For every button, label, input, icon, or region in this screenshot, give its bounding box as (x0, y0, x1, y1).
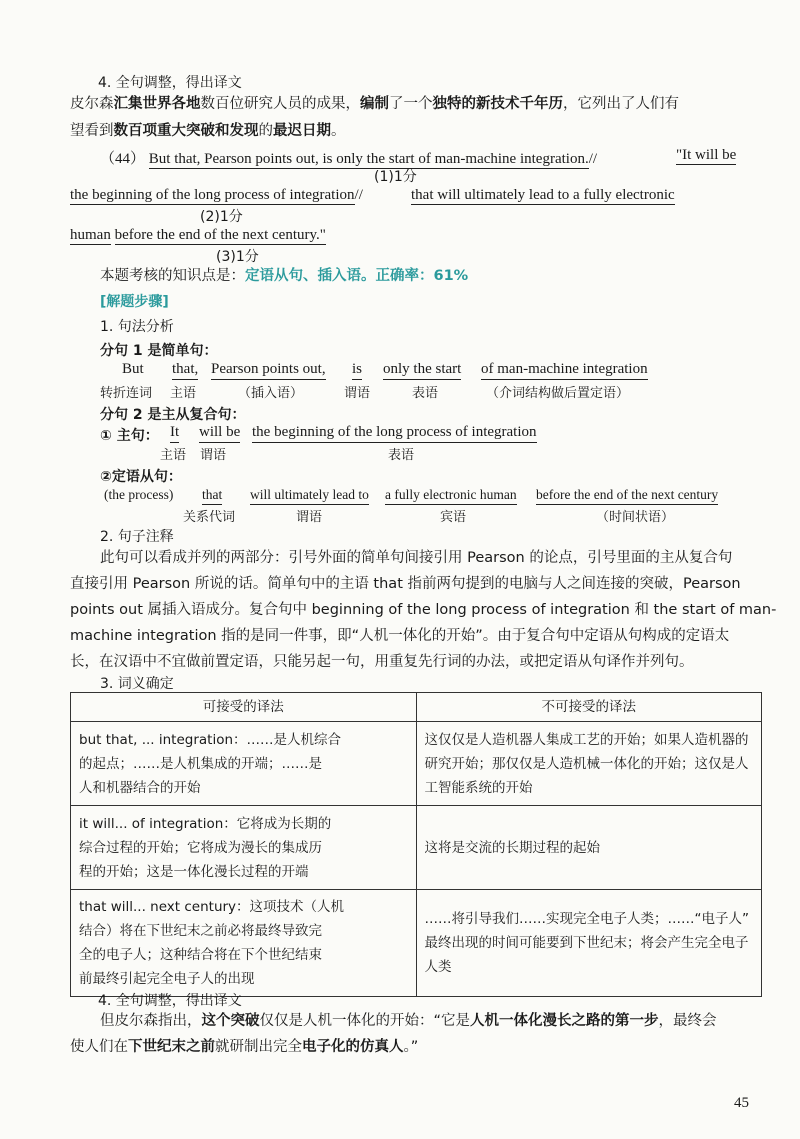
c1-label-prep: （介词结构做后置定语） (486, 386, 630, 401)
final-step4-heading: 4. 全句调整，得出译文 (98, 993, 242, 1009)
note-line-1: 此句可以看成并列的两部分：引号外面的简单句间接引用 Pearson 的论点，引号里面的主从复合句 (100, 550, 733, 566)
col-header-unacceptable: 不可接受的译法 (416, 693, 762, 722)
step4-heading: 4. 全句调整，得出译文 (98, 75, 242, 91)
main-clause-title: ① 主句： (100, 428, 159, 444)
knowledge-points: 本题考核的知识点是：定语从句、插入语。正确率：61% (100, 268, 469, 284)
attr-label-obj: 宾语 (440, 510, 467, 525)
clause1-title: 分句 1 是简单句： (100, 343, 218, 359)
attr-word-human: a fully electronic human (385, 487, 517, 505)
c1-word-but: But (122, 361, 144, 377)
clause2-title: 分句 2 是主从复合句： (100, 407, 246, 423)
table-cell-acceptable: that will... next century：这项技术（人机 结合）将在下世纪末之前必将最终导致完 全的电子人；这种结合将在下个世纪结束 前最终引起完全电子人的出现 (71, 890, 417, 997)
col-header-acceptable: 可接受的译法 (71, 693, 417, 722)
table-cell-unacceptable: ……将引导我们……实现完全电子人类；……“电子人” 最终出现的时间可能要到下世纪末；将会产生完全电子 人类 (416, 890, 762, 997)
c1-label-pv: 表语 (412, 386, 439, 401)
table-cell-unacceptable: 这将是交流的长期过程的起始 (416, 806, 762, 890)
translation-table (70, 692, 762, 997)
note-line-5: 长，在汉语中不宜做前置定语，只能另起一句，用重复先行词的办法，或把定语从句译作并列句。 (70, 654, 694, 670)
c1-word-pearson: Pearson points out, (211, 361, 326, 380)
table-cell-acceptable: it will... of integration：它将成为长期的 综合过程的开始；它将成为漫长的集成历 程的开始；这是一体化漫长过程的开端 (71, 806, 417, 890)
table-cell-acceptable: but that, ... integration：……是人机综合 的起点；……是人机集成的开端；……是 人和机器结合的开始 (71, 722, 417, 806)
q44-line1: （44） But that, Pearson points out, is only the start of man-machine integration.// (100, 151, 598, 167)
step1-heading: 1. 句法分析 (100, 319, 174, 335)
q44-score1: (1)1分 (374, 169, 417, 185)
page-number: 45 (734, 1095, 749, 1111)
main-word-beginning: the beginning of the long process of integration (252, 424, 537, 443)
prev-translation-line1: 皮尔森汇集世界各地数百位研究人员的成果，编制了一个独特的新技术千年历，它列出了人们有 (70, 96, 679, 112)
main-word-will: will be (199, 424, 240, 443)
c1-word-of: of man-machine integration (481, 361, 648, 380)
attr-word-that: that (202, 487, 222, 505)
c1-label-subj: 主语 (170, 386, 197, 401)
prev-translation-line2: 望看到数百项重大突破和发现的最迟日期。 (70, 123, 346, 139)
main-label-subj: 主语 (160, 448, 187, 463)
attr-word-process: (the process) (104, 487, 174, 502)
main-word-it: It (170, 424, 179, 443)
main-label-pv: 表语 (388, 448, 415, 463)
c1-word-only: only the start (383, 361, 461, 380)
step3-heading: 3. 词义确定 (100, 676, 174, 692)
table-row (71, 722, 762, 806)
note-line-3: points out 属插入语成分。复合句中 beginning of the long process of integration 和 the start of man- (70, 602, 777, 618)
c1-label-insert: （插入语） (238, 386, 304, 401)
q44-line2: the beginning of the long process of integration// (70, 187, 363, 203)
table-row (71, 890, 762, 997)
step2-heading: 2. 句子注释 (100, 529, 174, 545)
q44-number: （44） (100, 151, 146, 167)
attr-label-pred: 谓语 (296, 510, 323, 525)
attr-word-will: will ultimately lead to (250, 487, 369, 505)
note-line-4: machine integration 指的是同一件事，即“人机一体化的开始”。由于复合句中定语从句构成的定语太 (70, 628, 730, 644)
attr-label-time: （时间状语） (596, 510, 675, 525)
c1-word-is: is (352, 361, 362, 380)
note-line-2: 直接引用 Pearson 所说的话。简单句中的主语 that 指前两句提到的电脑与人之间连接的突破，Pearson (70, 576, 741, 592)
table-cell-unacceptable: 这仅仅是人造机器人集成工艺的开始；如果人造机器的 研究开始；那仅仅是人造机械一体化的开始；这仅是人 工智能系统的开始 (416, 722, 762, 806)
table-header-row (71, 693, 762, 722)
c1-label-conj: 转折连词 (100, 386, 153, 401)
final-translation-line2: 使人们在下世纪末之前就研制出完全电子化的仿真人。” (70, 1039, 419, 1055)
q44-part3-start: that will ultimately lead to a fully electronic (411, 187, 675, 203)
q44-part1: But that, Pearson points out, is only the start of man-machine integration. (148, 151, 589, 167)
q44-score3: (3)1分 (216, 249, 259, 265)
solution-steps-header: [解题步骤] (100, 294, 169, 310)
attr-word-before: before the end of the next century (536, 487, 718, 505)
attr-clause-title: ②定语从句： (100, 469, 182, 485)
q44-part3: before the end of the next century." (114, 227, 326, 243)
q44-part2-start: "It will be (676, 147, 737, 163)
q44-part2: the beginning of the long process of integration (70, 187, 355, 203)
attr-label-rel: 关系代词 (183, 510, 236, 525)
table-row (71, 806, 762, 890)
q44-score2: (2)1分 (200, 209, 243, 225)
c1-label-pred: 谓语 (344, 386, 371, 401)
main-label-pred: 谓语 (200, 448, 227, 463)
q44-line3: human before the end of the next century." (70, 227, 326, 243)
c1-word-that: that, (172, 361, 198, 380)
final-translation-line1: 但皮尔森指出，这个突破仅仅是人机一体化的开始：“它是人机一体化漫长之路的第一步，最终会 (100, 1013, 717, 1029)
